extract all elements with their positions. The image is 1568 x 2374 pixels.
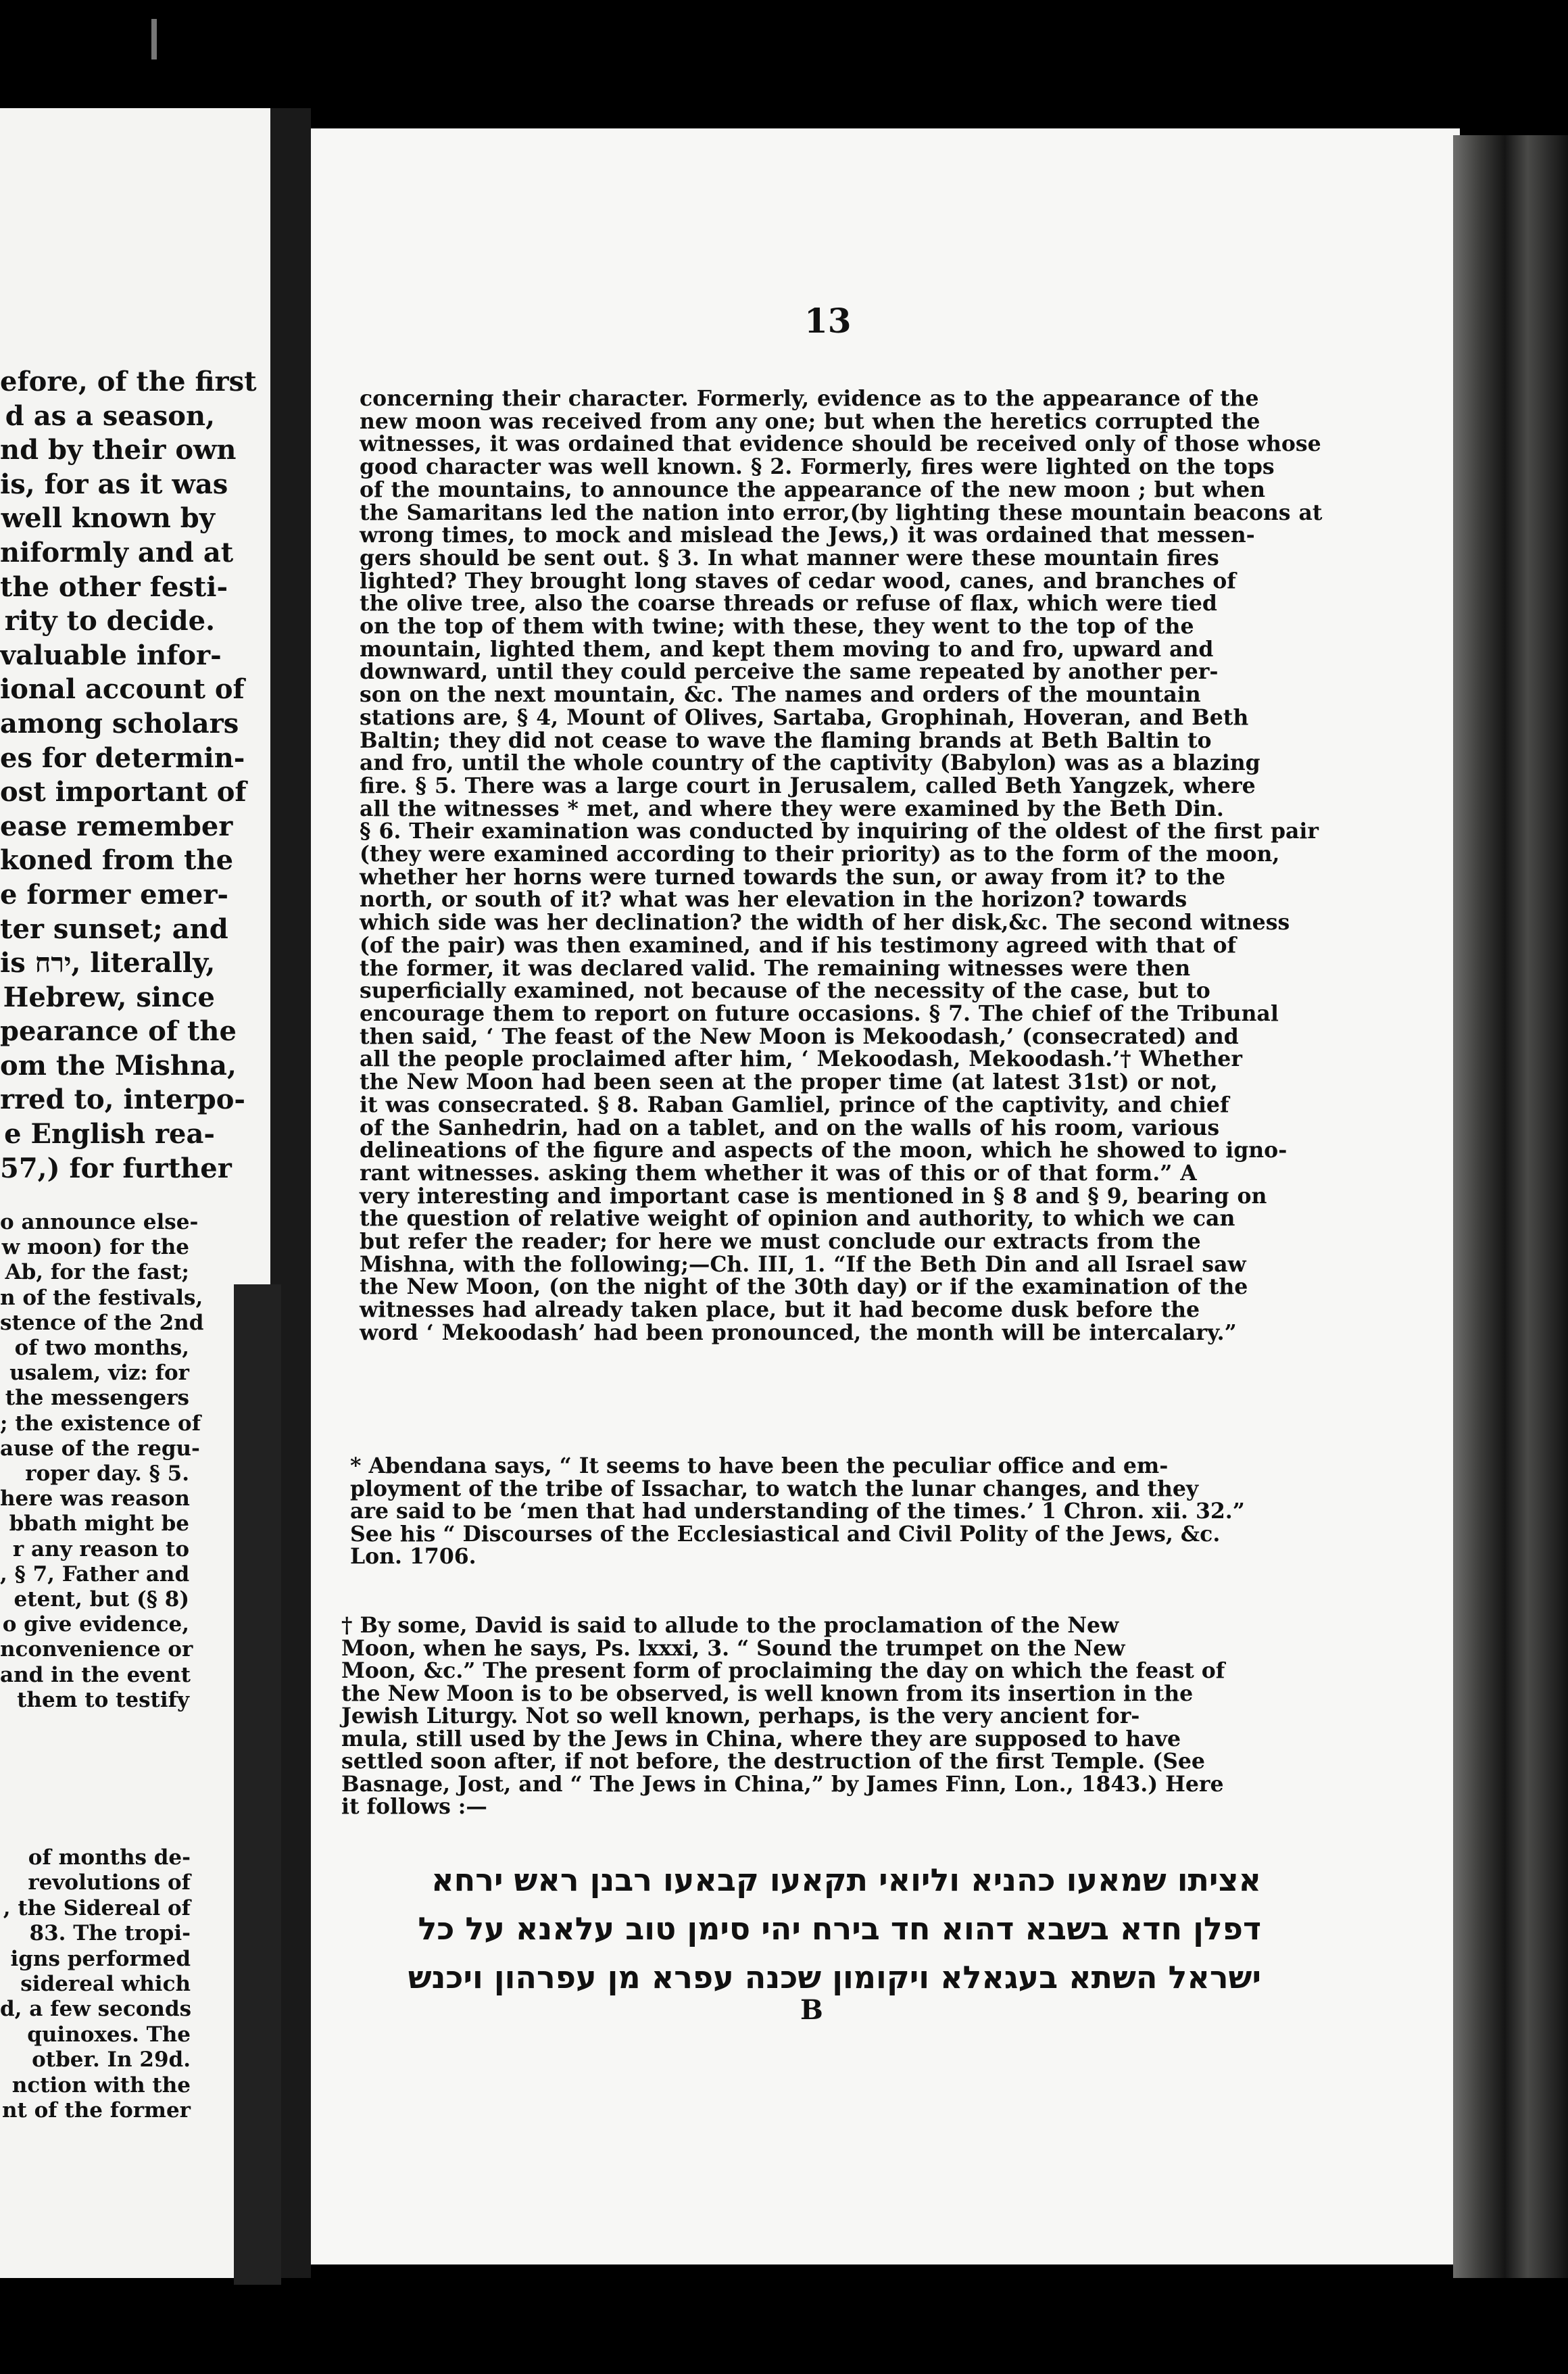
body-line: which side was her declination? the width of her disk,&c. The second witness bbox=[360, 910, 1290, 936]
left-note-line: n of the festivals, bbox=[0, 1285, 203, 1310]
left-note-line: , § 7, Father and bbox=[0, 1561, 190, 1586]
left-note-line: , the Sidereal of bbox=[3, 1895, 191, 1920]
footnote-line: Moon, &c.” The present form of proclaiming the day on which the feast of bbox=[341, 1658, 1225, 1683]
left-text-line: ease remember bbox=[0, 810, 233, 842]
body-line: the New Moon had been seen at the proper time (at latest 31st) or not, bbox=[360, 1069, 1218, 1095]
footnote-line: mula, still used by the Jews in China, where they are supposed to have bbox=[341, 1726, 1181, 1751]
scan-artifact bbox=[151, 19, 157, 59]
left-note-line: r any reason to bbox=[12, 1536, 189, 1561]
left-note-line: o give evidence, bbox=[2, 1612, 189, 1637]
body-line: delineations of the figure and aspects of the moon, which he showed to igno- bbox=[360, 1138, 1288, 1163]
signature-mark: B bbox=[800, 1994, 823, 2026]
body-line: on the top of them with twine; with these, they went to the top of the bbox=[360, 614, 1194, 639]
left-note-line: o announce else- bbox=[0, 1210, 199, 1234]
left-note-line: nction with the bbox=[11, 2073, 191, 2098]
body-line: the Samaritans led the nation into error,(by lighting these mountain beacons at bbox=[360, 500, 1323, 525]
left-text-line: pearance of the bbox=[0, 1015, 237, 1048]
body-line: (they were examined according to their priority) as to the form of the moon, bbox=[360, 842, 1280, 867]
body-line: whether her horns were turned towards the sun, or away from it? to the bbox=[360, 864, 1226, 890]
footnote-line: See his “ Discourses of the Ecclesiastical and Civil Polity of the Jews, &c. bbox=[350, 1521, 1221, 1547]
left-page-main-text bbox=[0, 365, 257, 1186]
left-note-line: them to testify bbox=[17, 1687, 189, 1712]
left-text-line: 57,) for further bbox=[0, 1152, 232, 1184]
left-text-line: e English rea- bbox=[4, 1118, 215, 1150]
left-note-line: stence of the 2nd bbox=[0, 1310, 204, 1335]
body-line: witnesses, it was ordained that evidence should be received only of those whose bbox=[360, 431, 1321, 457]
footnote-line: Moon, when he says, Ps. lxxxi, 3. “ Sound the trumpet on the New bbox=[341, 1635, 1125, 1661]
body-line: rant witnesses. asking them whether it was of this or of that form.” A bbox=[360, 1160, 1197, 1186]
body-line: § 6. Their examination was conducted by inquiring of the oldest of the first pair bbox=[360, 819, 1319, 844]
body-line: good character was well known. § 2. Formerly, fires were lighted on the tops bbox=[360, 454, 1275, 480]
left-text-line: nd by their own bbox=[0, 434, 237, 466]
left-text-line: niformly and at bbox=[0, 536, 234, 568]
left-text-line: ost important of bbox=[0, 776, 247, 808]
left-note-line: sidereal which bbox=[20, 1972, 191, 1997]
left-page-notes-lower bbox=[0, 1845, 191, 2123]
footnote-line: Lon. 1706. bbox=[350, 1544, 476, 1569]
body-line: all the people proclaimed after him, ‘ Mekoodash, Mekoodash.’† Whether bbox=[360, 1046, 1242, 1072]
footnote-line: * Abendana says, “ It seems to have been the peculiar office and em- bbox=[350, 1453, 1169, 1478]
footnote-line: Jewish Liturgy. Not so well known, perhaps, is the very ancient for- bbox=[341, 1703, 1140, 1728]
body-line: son on the next mountain, &c. The names and orders of the mountain bbox=[360, 682, 1201, 708]
body-line: mountain, lighted them, and kept them moving to and fro, upward and bbox=[360, 636, 1214, 662]
body-line: very interesting and important case is mentioned in § 8 and § 9, bearing on bbox=[360, 1183, 1267, 1209]
hebrew-line: ישראל השתא בעגאלא ויקומון שכנה עפרא מן עפרהון ויכנש bbox=[408, 1959, 1261, 1995]
body-line: concerning their character. Formerly, evidence as to the appearance of the bbox=[360, 386, 1259, 411]
body-line: new moon was received from any one; but when the heretics corrupted the bbox=[360, 408, 1260, 434]
left-text-line: ter sunset; and bbox=[0, 913, 228, 945]
hebrew-line: דפלן חדא בשבא דהוא חד בירח יהי סימן טוב עלאנא על כל bbox=[418, 1910, 1261, 1947]
body-line: wrong times, to mock and mislead the Jews,) it was ordained that messen- bbox=[360, 523, 1255, 548]
left-text-line: es for determin- bbox=[0, 742, 245, 774]
left-text-line: the other festi- bbox=[0, 571, 228, 603]
left-note-line: 83. The tropi- bbox=[29, 1921, 191, 1946]
footnote-line: Basnage, Jost, and “ The Jews in China,” by James Finn, Lon., 1843.) Here bbox=[341, 1771, 1224, 1797]
body-line: it was consecrated. § 8. Raban Gamliel, prince of the captivity, and chief bbox=[360, 1092, 1229, 1117]
body-line: but refer the reader; for here we must conclude our extracts from the bbox=[360, 1229, 1201, 1255]
left-text-line: is ירח, literally, bbox=[0, 947, 216, 979]
left-note-line: w moon) for the bbox=[1, 1235, 189, 1260]
footnote-line: settled soon after, if not before, the destruction of the first Temple. (See bbox=[341, 1749, 1205, 1774]
footnote-abendana bbox=[350, 1455, 1245, 1568]
left-note-line: otber. In 29d. bbox=[32, 2048, 191, 2073]
body-line: word ‘ Mekoodash’ had been pronounced, the month will be intercalary.” bbox=[360, 1319, 1237, 1345]
footnote-line: are said to be ‘men that had understanding of the times.’ 1 Chron. xii. 32.” bbox=[350, 1499, 1245, 1524]
body-line: fire. § 5. There was a large court in Jerusalem, called Beth Yangzek, where bbox=[360, 773, 1256, 798]
left-note-line: revolutions of bbox=[28, 1870, 191, 1895]
left-note-line: ause of the regu- bbox=[0, 1436, 200, 1461]
body-line: Baltin; they did not cease to wave the flaming brands at Beth Baltin to bbox=[360, 727, 1212, 753]
left-note-line: roper day. § 5. bbox=[25, 1461, 189, 1486]
page-edges bbox=[1453, 135, 1568, 2278]
left-text-line: rred to, interpo- bbox=[0, 1084, 246, 1116]
left-note-line: igns performed bbox=[10, 1946, 191, 1971]
body-line: superficially examined, not because of the necessity of the case, but to bbox=[360, 978, 1210, 1004]
footnote-line: the New Moon is to be observed, is well known from its insertion in the bbox=[341, 1680, 1194, 1706]
body-line: north, or south of it? what was her elevation in the horizon? towards bbox=[360, 887, 1187, 913]
body-line: the former, it was declared valid. The remaining witnesses were then bbox=[360, 955, 1191, 981]
left-text-line: rity to decide. bbox=[4, 605, 215, 637]
body-line: and fro, until the whole country of the captivity (Babylon) was as a blazing bbox=[360, 750, 1260, 776]
body-text bbox=[360, 387, 1322, 1345]
left-text-line: d as a season, bbox=[5, 399, 215, 432]
left-note-line: quinoxes. The bbox=[27, 2022, 191, 2047]
left-text-line: well known by bbox=[1, 502, 215, 535]
left-note-line: etent, but (§ 8) bbox=[14, 1587, 189, 1612]
body-line: (of the pair) was then examined, and if his testimony agreed with that of bbox=[360, 932, 1237, 958]
body-line: stations are, § 4, Mount of Olives, Sartaba, Grophinah, Hoveran, and Beth bbox=[360, 704, 1249, 730]
left-note-line: the messengers bbox=[5, 1386, 189, 1411]
page-number: 13 bbox=[804, 301, 852, 341]
body-line: of the Sanhedrin, had on a tablet, and on the walls of his room, various bbox=[360, 1115, 1220, 1140]
left-text-line: valuable infor- bbox=[0, 639, 222, 671]
left-note-line: of months de- bbox=[28, 1845, 191, 1870]
left-note-line: of two months, bbox=[14, 1336, 189, 1361]
hebrew-line: אציתו שמאעו כהניא וליואי תקאעו קבאעו רבנן ראש ירחא bbox=[431, 1862, 1261, 1898]
body-line: lighted? They brought long staves of cedar wood, canes, and branches of bbox=[360, 568, 1236, 594]
left-text-line: efore, of the first bbox=[0, 366, 257, 397]
body-line: the olive tree, also the coarse threads or refuse of flax, which were tied bbox=[360, 591, 1217, 616]
left-text-line: among scholars bbox=[0, 707, 239, 740]
body-line: all the witnesses * met, and where they were examined by the Beth Din. bbox=[360, 796, 1224, 821]
left-text-line: e former emer- bbox=[0, 878, 229, 911]
left-text-line: Hebrew, since bbox=[3, 981, 215, 1013]
left-note-line: nconvenience or bbox=[0, 1637, 193, 1662]
left-note-line: nt of the former bbox=[1, 2098, 191, 2123]
body-line: the New Moon, (on the night of the 30th day) or if the examination of the bbox=[360, 1274, 1248, 1300]
left-note-line: Ab, for the fast; bbox=[5, 1260, 189, 1285]
left-note-line: d, a few seconds bbox=[0, 1997, 192, 2022]
body-line: witnesses had already taken place, but it had become dusk before the bbox=[360, 1297, 1200, 1323]
left-note-line: usalem, viz: for bbox=[9, 1361, 189, 1386]
hebrew-formula bbox=[328, 1856, 1261, 2002]
body-line: encourage them to report on future occasions. § 7. The chief of the Tribunal bbox=[360, 1000, 1279, 1026]
left-text-line: koned from the bbox=[0, 844, 234, 877]
body-line: gers should be sent out. § 3. In what manner were these mountain fires bbox=[360, 545, 1219, 571]
left-text-line: is, for as it was bbox=[0, 468, 228, 500]
footnote-line: it follows :— bbox=[341, 1794, 487, 1819]
footnote-david bbox=[341, 1614, 1225, 1818]
book-gutter-shadow bbox=[234, 1284, 281, 2285]
body-line: then said, ‘ The feast of the New Moon is Mekoodash,’ (consecrated) and bbox=[360, 1023, 1239, 1049]
left-note-line: ; the existence of bbox=[0, 1411, 201, 1436]
left-text-line: om the Mishna, bbox=[0, 1049, 237, 1082]
body-line: Mishna, with the following;—Ch. III, 1. “If the Beth Din and all Israel saw bbox=[360, 1251, 1246, 1277]
left-text-line: ional account of bbox=[0, 673, 245, 706]
left-note-line: and in the event bbox=[0, 1662, 191, 1687]
body-line: downward, until they could perceive the same repeated by another per- bbox=[360, 659, 1219, 685]
footnote-line: ployment of the tribe of Issachar, to watch the lunar changes, and they bbox=[350, 1476, 1199, 1501]
body-line: of the mountains, to announce the appearance of the new moon ; but when bbox=[360, 477, 1266, 502]
left-note-line: here was reason bbox=[0, 1486, 190, 1511]
left-page-notes bbox=[0, 1210, 204, 1713]
body-line: the question of relative weight of opinion and authority, to which we can bbox=[360, 1206, 1235, 1232]
footnote-line: † By some, David is said to allude to the proclamation of the New bbox=[341, 1613, 1119, 1638]
left-note-line: bbath might be bbox=[9, 1511, 189, 1536]
